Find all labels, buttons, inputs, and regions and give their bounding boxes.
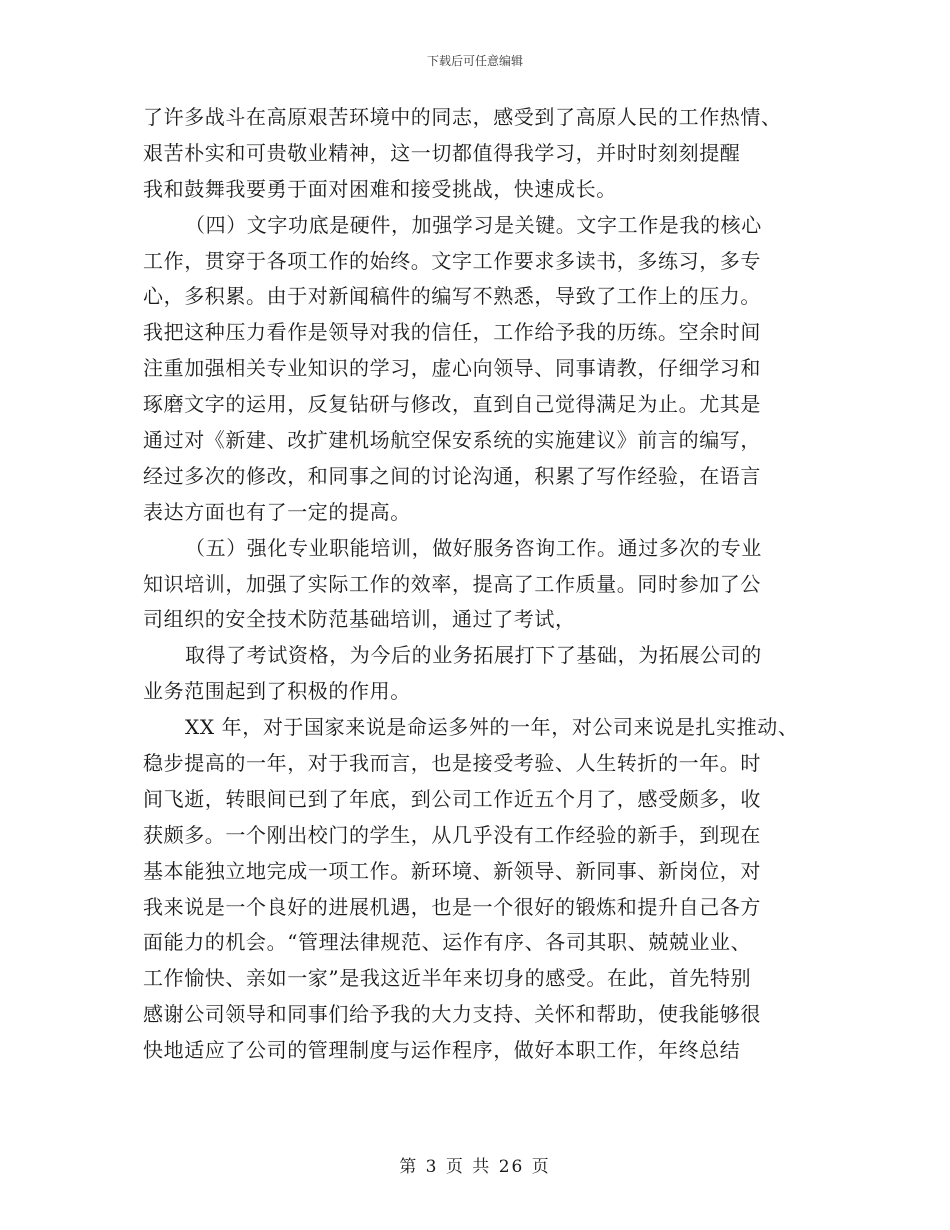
- text-line: 基本能独立地完成一项工作。新环境、新领导、新同事、新岗位，对: [143, 858, 761, 883]
- text-line: 了许多战斗在高原艰苦环境中的同志，感受到了高原人民的工作热情、: [143, 105, 782, 129]
- page-number-footer: 第 3 页 共 26 页: [399, 1157, 551, 1177]
- text-line: 知识培训，加强了实际工作的效率，提高了工作质量。同时参加了公: [143, 571, 761, 596]
- text-line: 业务范围起到了积极的作用。: [143, 679, 411, 704]
- text-line: 表达方面也有了一定的提高。: [143, 499, 411, 524]
- text-line: 注重加强相关专业知识的学习，虚心向领导、同事请教，仔细学习和: [143, 356, 761, 381]
- text-line: 心，多积累。由于对新闻稿件的编写不熟悉，导致了工作上的压力。: [143, 284, 761, 309]
- page-header: 下载后可任意编辑: [426, 54, 523, 68]
- text-line: 琢磨文字的运用，反复钻研与修改，直到自己觉得满足为止。尤其是: [143, 392, 761, 417]
- text-line: 司组织的安全技术防范基础培训，通过了考试，: [143, 607, 576, 632]
- text-line: （五）强化专业职能培训，做好服务咨询工作。通过多次的专业: [185, 535, 762, 560]
- text-line: 稳步提高的一年，对于我而言，也是接受考验、人生转折的一年。时: [143, 751, 761, 776]
- text-line: 我来说是一个良好的进展机遇，也是一个很好的锻炼和提升自己各方: [143, 894, 761, 919]
- text-line: 我把这种压力看作是领导对我的信任，工作给予我的历练。空余时间: [143, 320, 761, 345]
- text-line: 工作愉快、亲如一家”是我这近半年来切身的感受。在此，首先特别: [143, 966, 752, 991]
- text-line: 感谢公司领导和同事们给予我的大力支持、关怀和帮助，使我能够很: [143, 1002, 761, 1027]
- text-line: 间飞逝，转眼间已到了年底，到公司工作近五个月了，感受颇多，收: [143, 786, 761, 811]
- text-line: 我和鼓舞我要勇于面对困难和接受挑战，快速成长。: [143, 176, 617, 201]
- text-line: 艰苦朴实和可贵敬业精神，这一切都值得我学习，并时时刻刻提醒: [143, 140, 741, 165]
- body-text: [143, 100, 843, 1069]
- text-line: 取得了考试资格，为今后的业务拓展打下了基础，为拓展公司的: [185, 643, 762, 668]
- text-line: XX 年，对于国家来说是命运多舛的一年，对公司来说是扎实推动、: [185, 715, 799, 740]
- text-line: 快地适应了公司的管理制度与运作程序，做好本职工作，年终总结: [143, 1038, 741, 1063]
- text-line: 面能力的机会。“管理法律规范、运作有序、各司其职、兢兢业业、: [143, 930, 752, 955]
- text-line: 经过多次的修改，和同事之间的讨论沟通，积累了写作经验，在语言: [143, 463, 761, 488]
- text-line: 通过对《新建、改扩建机场航空保安系统的实施建议》前言的编写，: [143, 428, 761, 453]
- text-line: （四）文字功底是硬件，加强学习是关键。文字工作是我的核心: [185, 212, 762, 237]
- text-line: 获颇多。一个刚出校门的学生，从几乎没有工作经验的新手，到现在: [143, 822, 761, 847]
- text-line: 工作，贯穿于各项工作的始终。文字工作要求多读书，多练习，多专: [143, 248, 761, 273]
